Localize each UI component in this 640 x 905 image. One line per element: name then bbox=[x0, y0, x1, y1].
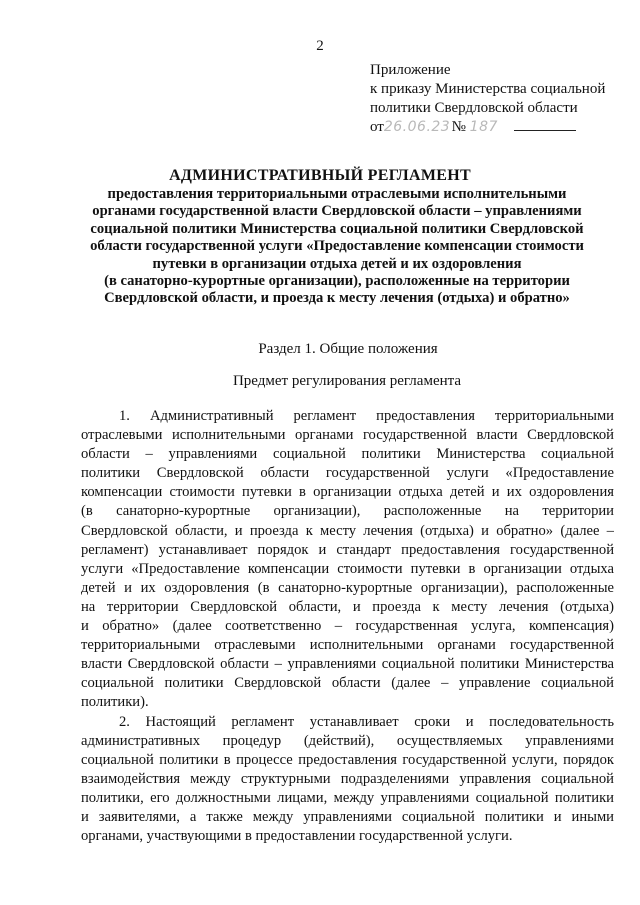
paragraph-line: детей и их оздоровления (в санаторно-курортные организации), расположенные bbox=[81, 579, 614, 596]
paragraph-line: регламент) устанавливает порядок и стандарт предоставления государственной bbox=[81, 541, 614, 558]
annex-from-label: от bbox=[370, 119, 384, 135]
annex-line-3: политики Свердловской области bbox=[370, 100, 578, 116]
paragraph-line: области – управлениями социальной политики Министерства социальной bbox=[81, 446, 614, 463]
subject-heading: Предмет регулирования регламента bbox=[232, 373, 462, 389]
paragraph-line: и заявителями, а также между управлениями социальной политики и иными bbox=[81, 808, 614, 825]
paragraph-line: 1. Административный регламент предоставления территориальными bbox=[119, 408, 614, 424]
body-text bbox=[81, 407, 614, 846]
annex-line-1: Приложение bbox=[370, 62, 451, 78]
annex-number-label: № bbox=[451, 119, 466, 135]
paragraph-line: политики, его должностными лицами, между управлениями социальной политики bbox=[81, 789, 614, 806]
paragraph-line: услуги «Предоставление компенсации стоимости путевки в организации отдыха bbox=[81, 560, 614, 577]
paragraph-line: отраслевыми исполнительными органами государственной власти Свердловской bbox=[81, 427, 614, 444]
paragraph-line: социальной политики в процессе предоставления государственной услуги, порядок bbox=[81, 751, 614, 768]
annex-date-handwritten: 26.06.23 bbox=[383, 119, 451, 135]
paragraph-line: (в санаторно-курортные организации), расположенные на территории bbox=[81, 503, 614, 520]
paragraph-line: политики). bbox=[81, 694, 149, 711]
paragraph-line: административных процедур (действий), осуществляемых управлениями bbox=[81, 732, 614, 749]
paragraph-line: компенсации стоимости путевки в организации отдыха детей и их оздоровления bbox=[81, 484, 614, 501]
annex-number-underline bbox=[514, 118, 576, 131]
paragraph-2 bbox=[81, 713, 614, 847]
page-number: 2 bbox=[316, 38, 324, 54]
subtitle-line: путевки в организации отдыха детей и их оздоровления bbox=[152, 255, 522, 272]
subtitle-line: области государственной услуги «Предоставление компенсации стоимости bbox=[90, 238, 584, 255]
document-subtitle bbox=[80, 186, 594, 308]
paragraph-line: взаимодействия между структурными подразделениями управления социальной bbox=[81, 770, 614, 787]
paragraph-line: 2. Настоящий регламент устанавливает сроки и последовательность bbox=[119, 713, 614, 730]
paragraph-1 bbox=[81, 407, 614, 713]
paragraph-line: политики Свердловской области государственной услуги «Предоставление bbox=[81, 465, 614, 482]
subtitle-line: (в санаторно-курортные организации), расположенные на территории bbox=[104, 273, 570, 290]
paragraph-line: и обратно» (далее соответственно – государственная услуга, компенсация) bbox=[81, 618, 614, 635]
document-title: АДМИНИСТРАТИВНЫЙ РЕГЛАМЕНТ bbox=[169, 167, 471, 184]
annex-date-number-line bbox=[370, 118, 632, 137]
paragraph-line: Свердловской области, и проезда к месту лечения (отдыха) и обратно» (далее – bbox=[81, 522, 614, 539]
annex-number-handwritten: 187 bbox=[469, 119, 498, 135]
paragraph-line: территориальными отраслевыми исполнительными органами государственной bbox=[81, 637, 614, 654]
paragraph-line: социальной политики Свердловской области (далее – управление социальной bbox=[81, 675, 614, 692]
subtitle-line: Свердловской области, и проезда к месту лечения (отдыха) и обратно» bbox=[104, 290, 570, 307]
annex-line-2: к приказу Министерства социальной bbox=[370, 81, 606, 97]
subtitle-line: социальной политики Министерства социальной политики Свердловской bbox=[90, 220, 584, 237]
annex-block bbox=[370, 61, 632, 137]
paragraph-line: на территории Свердловской области, и проезда к месту лечения (отдыха) bbox=[81, 598, 614, 615]
paragraph-line: органами, участвующими в предоставлении государственной услуги. bbox=[81, 828, 513, 845]
section-heading: Раздел 1. Общие положения bbox=[258, 341, 438, 357]
subtitle-line: предоставления территориальными отраслевыми исполнительными bbox=[107, 186, 567, 202]
paragraph-line: власти Свердловской области – управлениями социальной политики Министерства bbox=[81, 656, 614, 673]
subtitle-line: органами государственной власти Свердловской области – управлениями bbox=[92, 203, 582, 220]
